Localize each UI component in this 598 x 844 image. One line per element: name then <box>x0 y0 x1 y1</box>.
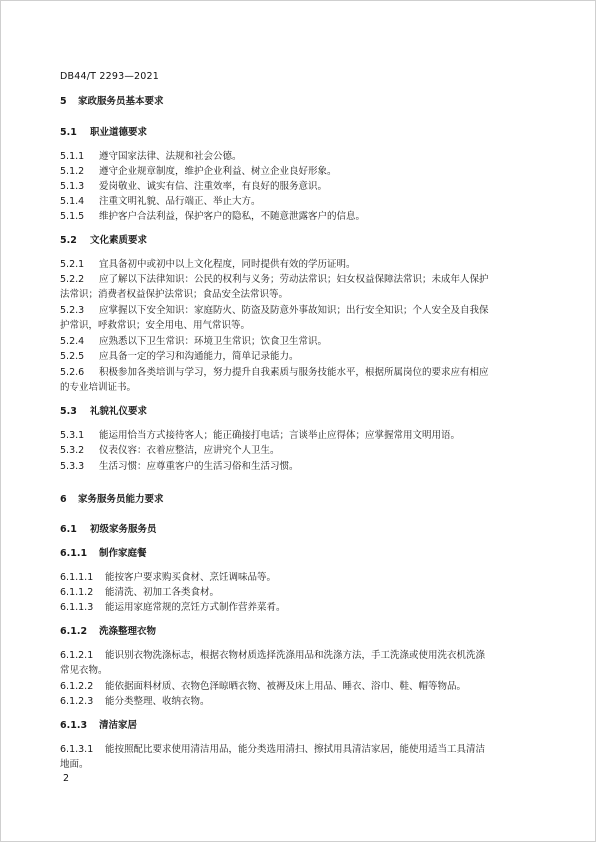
clause-number: 6.1.1.3 <box>60 602 94 613</box>
clause-number: 5.2.5 <box>60 351 85 362</box>
clause-text: 注重文明礼貌、品行端正、举止大方。 <box>99 196 261 207</box>
section-6-1-1-heading <box>60 547 543 560</box>
section-number: 6.1.3 <box>60 720 88 731</box>
section-5-2-heading <box>60 234 543 247</box>
section-title: 礼貌礼仪要求 <box>90 406 148 417</box>
section-number: 5.1 <box>60 127 77 138</box>
clause-number: 5.1.4 <box>60 196 85 207</box>
clause-text: 积极参加各类培训与学习，努力提升自我素质与服务技能水平，根据所属岗位的要求应有相应 <box>99 367 489 378</box>
clause-5-1-2 <box>60 165 543 178</box>
clause-number: 6.1.2.2 <box>60 681 94 692</box>
clause-6-1-2-1-continuation: 常见衣物。 <box>60 665 108 676</box>
section-number: 5.3 <box>60 406 77 417</box>
clause-number: 5.3.1 <box>60 430 85 441</box>
clause-number: 5.2.6 <box>60 367 85 378</box>
section-title: 家务服务员能力要求 <box>78 494 164 505</box>
section-title: 制作家庭餐 <box>99 548 147 559</box>
section-title: 职业道德要求 <box>90 127 148 138</box>
clause-5-1-1 <box>60 150 543 163</box>
clause-5-2-3 <box>60 304 543 317</box>
clause-text: 生活习惯：应尊重客户的生活习俗和生活习惯。 <box>99 461 299 472</box>
clause-text: 能识别衣物洗涤标志，根据衣物材质选择洗涤用品和洗涤方法，手工洗涤或使用洗衣机洗涤 <box>105 650 486 661</box>
clause-6-1-2-2 <box>60 680 543 693</box>
clause-5-1-3 <box>60 180 543 193</box>
page-number: 2 <box>63 773 70 784</box>
section-number: 6 <box>60 494 67 505</box>
clause-text: 能按照配比要求使用清洁用品，能分类选用清扫、擦拭用具清洁家居，能使用适当工具清洁 <box>105 744 486 755</box>
clause-text: 遵守国家法律、法规和社会公德。 <box>99 151 242 162</box>
clause-text: 能依据面料材质、衣物色泽晾晒衣物、被褥及床上用品、睡衣、浴巾、鞋、帽等物品。 <box>105 681 467 692</box>
section-6-1-3-heading <box>60 719 543 732</box>
section-title: 清洁家居 <box>99 720 138 731</box>
clause-text: 应掌握以下安全知识：家庭防火、防盗及防意外事故知识；出行安全知识；个人安全及自我保 <box>99 305 489 316</box>
section-title: 洗涤整理衣物 <box>99 626 157 637</box>
section-title: 文化素质要求 <box>90 235 148 246</box>
clause-text: 应具备一定的学习和沟通能力，简单记录能力。 <box>99 351 299 362</box>
section-6-heading <box>60 493 543 506</box>
clause-5-2-4 <box>60 335 543 348</box>
clause-5-2-3-continuation: 护常识，呼救常识；安全用电、用气常识等。 <box>60 320 251 331</box>
clause-number: 5.1.5 <box>60 211 85 222</box>
clause-number: 5.2.3 <box>60 305 85 316</box>
clause-number: 6.1.1.1 <box>60 572 94 583</box>
clause-5-3-2 <box>60 444 543 457</box>
clause-6-1-1-2 <box>60 586 543 599</box>
clause-5-2-1 <box>60 258 543 271</box>
clause-text: 能运用家庭常规的烹饪方式制作营养菜肴。 <box>105 602 286 613</box>
section-6-1-heading <box>60 523 543 536</box>
clause-text: 仪表仪容：衣着应整洁，应讲究个人卫生。 <box>99 445 280 456</box>
clause-5-1-5 <box>60 210 543 223</box>
clause-text: 能按客户要求购买食材、烹饪调味品等。 <box>105 572 277 583</box>
clause-text: 能清洗、初加工各类食材。 <box>105 587 220 598</box>
clause-5-1-4 <box>60 195 543 208</box>
clause-5-2-5 <box>60 350 543 363</box>
clause-number: 6.1.2.1 <box>60 650 94 661</box>
clause-6-1-1-3 <box>60 601 543 614</box>
clause-5-2-2-continuation: 法常识；消费者权益保护法常识；食品安全法常识等。 <box>60 289 289 300</box>
clause-number: 5.1.1 <box>60 151 85 162</box>
clause-6-1-2-1 <box>60 649 543 662</box>
clause-text: 维护客户合法利益，保护客户的隐私，不随意泄露客户的信息。 <box>99 211 366 222</box>
clause-number: 5.2.4 <box>60 336 85 347</box>
clause-number: 6.1.3.1 <box>60 744 94 755</box>
clause-number: 5.3.3 <box>60 461 85 472</box>
clause-number: 5.2.2 <box>60 274 85 285</box>
clause-6-1-2-3 <box>60 695 543 708</box>
clause-number: 6.1.2.3 <box>60 696 94 707</box>
section-5-1-heading <box>60 126 543 139</box>
clause-number: 5.1.3 <box>60 181 85 192</box>
clause-number: 5.2.1 <box>60 259 85 270</box>
clause-5-2-6 <box>60 366 543 379</box>
clause-text: 应熟悉以下卫生常识：环境卫生常识；饮食卫生常识。 <box>99 336 328 347</box>
section-number: 6.1 <box>60 524 77 535</box>
section-6-1-2-heading <box>60 625 543 638</box>
clause-6-1-3-1 <box>60 743 543 756</box>
clause-5-2-2 <box>60 273 543 286</box>
clause-text: 遵守企业规章制度，维护企业利益、树立企业良好形象。 <box>99 166 337 177</box>
clause-6-1-3-1-continuation: 地面。 <box>60 759 89 770</box>
section-title: 家政服务员基本要求 <box>78 96 164 107</box>
section-5-3-heading <box>60 405 543 418</box>
section-title: 初级家务服务员 <box>90 524 157 535</box>
clause-5-3-3 <box>60 460 543 473</box>
document-id: DB44/T 2293—2021 <box>60 71 159 82</box>
clause-text: 能分类整理、收纳衣物。 <box>105 696 210 707</box>
section-number: 5 <box>60 96 67 107</box>
section-5-heading <box>60 95 543 108</box>
clause-5-3-1 <box>60 429 543 442</box>
clause-number: 6.1.1.2 <box>60 587 94 598</box>
section-number: 6.1.1 <box>60 548 88 559</box>
clause-text: 爱岗敬业、诚实有信、注重效率，有良好的服务意识。 <box>99 181 328 192</box>
clause-number: 5.1.2 <box>60 166 85 177</box>
section-number: 6.1.2 <box>60 626 88 637</box>
clause-text: 应了解以下法律知识：公民的权利与义务；劳动法常识；妇女权益保障法常识；未成年人保护 <box>99 274 489 285</box>
clause-text: 能运用恰当方式接待客人；能正确接打电话；言谈举止应得体；应掌握常用文明用语。 <box>99 430 461 441</box>
clause-5-2-6-continuation: 的专业培训证书。 <box>60 382 137 393</box>
clause-number: 5.3.2 <box>60 445 85 456</box>
section-number: 5.2 <box>60 235 77 246</box>
clause-text: 宜具备初中或初中以上文化程度，同时提供有效的学历证明。 <box>99 259 356 270</box>
clause-6-1-1-1 <box>60 571 543 584</box>
